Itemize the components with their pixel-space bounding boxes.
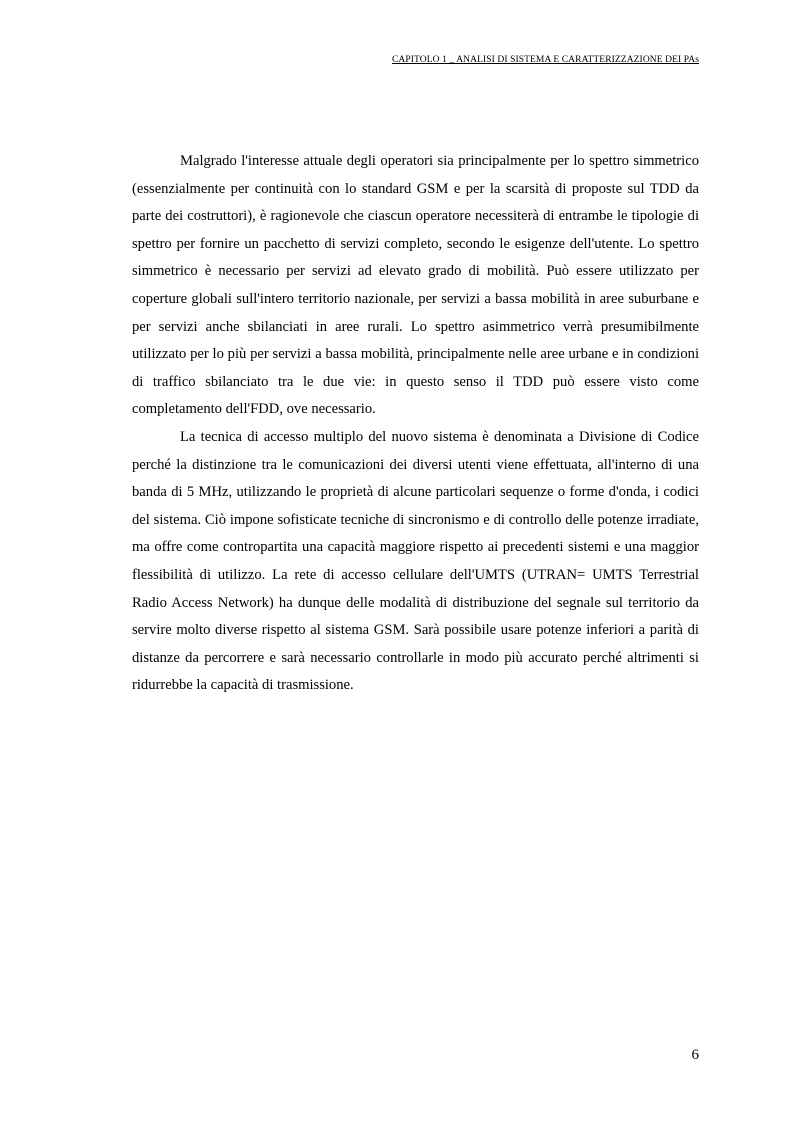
- page-number: 6: [691, 1047, 699, 1063]
- body-text: [132, 148, 699, 700]
- paragraph: Malgrado l'interesse attuale degli operatori sia principalmente per lo spettro simmetrico (essenzialmente per continuità con lo standard GSM e per la scarsità di proposte sul TDD da parte dei costruttori), è ragionevole che ciascun operatore necessiterà di entrambe le tipologie di spettro per fornire un pacchetto di servizi completo, secondo le esigenze dell'utente. Lo spettro simmetrico è necessario per servizi ad elevato grado di mobilità. Può essere utilizzato per coperture globali sull'intero territorio nazionale, per servizi a bassa mobilità in aree suburbane e per servizi anche sbilanciati in aree rurali. Lo spettro asimmetrico verrà presumibilmente utilizzato per lo più per servizi a bassa mobilità, principalmente nelle aree urbane e in condizioni di traffico sbilanciato tra le due vie: in questo senso il TDD può essere visto come completamento dell'FDD, ove necessario.: [132, 153, 699, 418]
- running-header: CAPITOLO 1 _ ANALISI DI SISTEMA E CARATTERIZZAZIONE DEI PAs: [392, 55, 699, 65]
- paragraph: La tecnica di accesso multiplo del nuovo sistema è denominata a Divisione di Codice perché la distinzione tra le comunicazioni dei diversi utenti viene effettuata, all'interno di una banda di 5 MHz, utilizzando le proprietà di alcune particolari sequenze o forme d'onda, i codici del sistema. Ciò impone sofisticate tecniche di sincronismo e di controllo delle potenze irradiate, ma offre come contropartita una capacità maggiore rispetto ai precedenti sistemi e una maggior flessibilità di utilizzo. La rete di accesso cellulare dell'UMTS (UTRAN= UMTS Terrestrial Radio Access Network) ha dunque delle modalità di distribuzione del segnale sul territorio da servire molto diverse rispetto al sistema GSM. Sarà possibile usare potenze inferiori a parità di distanze da percorrere e sarà necessario controllarle in modo più accurato perché altrimenti si ridurrebbe la capacità di trasmissione.: [132, 428, 699, 694]
